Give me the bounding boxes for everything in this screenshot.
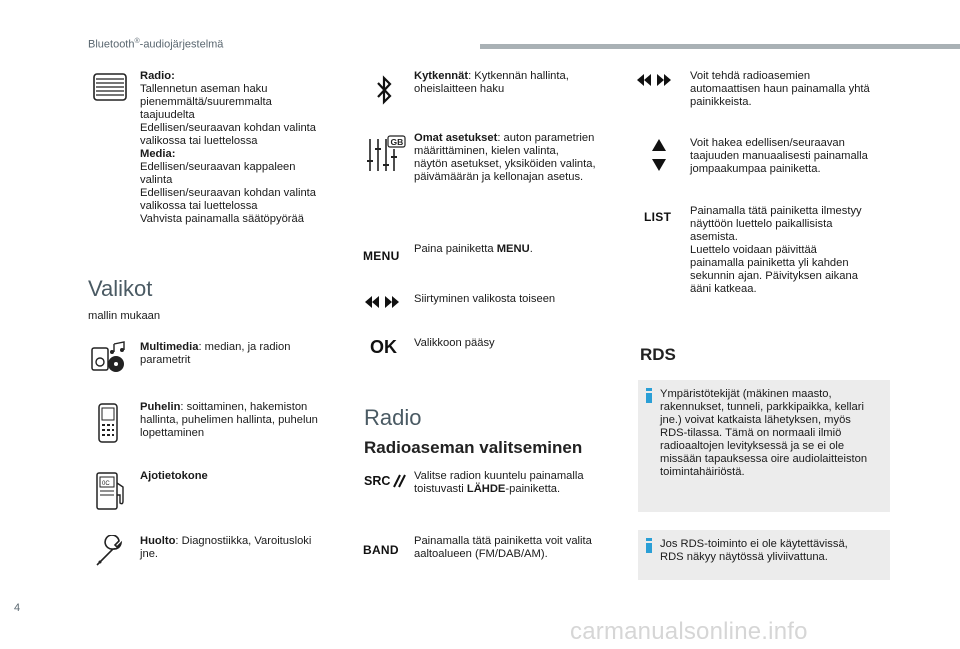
- rds-info-text: Ympäristötekijät (mäkinen maasto, rakennukset, tunneli, parkkipaikka, kellari jne.) voivat katkaista lähetyksen, myös RDS-tilassa. Tämä on normaali ilmiö radioaaltojen levityksessä ja se ei ole missään tapauksessa oire audiolaitteiston toimintahäiriöstä.: [660, 388, 868, 478]
- seek-text: Voit tehdä radioasemien automaattisen haun painamalla yhtä painikkeista.: [690, 70, 870, 108]
- multimedia-text: Multimedia: median, ja radion parametrit: [140, 341, 291, 366]
- triangle-down-icon: [652, 158, 666, 176]
- rds-unavailable-box: [638, 530, 890, 580]
- manual-tuning-text: Voit hakea edellisen/seuraavan taajuuden manuaalisesti painamalla jompaakumpaa painiketta.: [690, 137, 868, 175]
- list-text: Painamalla tätä painiketta ilmestyy näyttöön luettelo paikallisista asemista. Luettelo voidaan päivittää painamalla painiketta yli kahden sekunnin ajan. Päivityksen aikana ääni katkeaa.: [690, 205, 862, 295]
- phone-text: Puhelin: soittaminen, hakemiston hallinta, puhelimen hallinta, puhelun lopettaminen: [140, 401, 318, 439]
- multimedia-music-icon: [90, 340, 130, 374]
- trip-computer-text: Ajotietokone: [140, 470, 208, 482]
- running-header: Bluetooth®-audiojärjestelmä: [88, 38, 224, 51]
- menus-heading: Valikot: [88, 276, 153, 301]
- fuel-pump-icon: [94, 470, 128, 512]
- triangle-up-icon: [652, 138, 666, 156]
- ok-button-label: OK: [370, 337, 397, 357]
- rds-info-box: [638, 380, 890, 512]
- sliders-icon: [366, 134, 406, 176]
- connections-text: Kytkennät: Kytkennän hallinta, oheislaitteen haku: [414, 70, 569, 95]
- menus-subtitle: mallin mukaan: [88, 310, 161, 322]
- rds-heading: RDS: [640, 345, 676, 364]
- settings-text: Omat asetukset: auton parametrien määrittäminen, kielen valinta, näytön asetukset, yksiköiden valinta, päivämäärän ja kellonajan asetus.: [414, 132, 596, 183]
- ok-text: Valikkoon pääsy: [414, 337, 495, 349]
- station-selection-heading: Radioaseman valitseminen: [364, 438, 583, 457]
- src-button-icon: SRC: [364, 474, 407, 488]
- svg-text:0C: 0C: [102, 481, 110, 487]
- rds-unavailable-text: Jos RDS-toiminto ei ole käytettävissä, RDS näkyy näytössä yliviivattuna.: [660, 538, 848, 563]
- radio-media-controls-text: Radio: Tallennetun aseman haku pienemmältä/suuremmalta taajuudelta Edellisen/seuraavan kohdan valinta valikossa tai luettelossa Media: Edellisen/seuraavan kappaleen valinta Edellisen/seuraavan kohdan valinta valikossa tai luettelossa Vahvista painamalla säätöpyörää: [140, 70, 317, 225]
- nav-text: Siirtyminen valikosta toiseen: [414, 293, 556, 305]
- double-arrow-icon: [636, 72, 672, 88]
- watermark: carmanualsonline.info: [570, 618, 808, 645]
- band-button-label: BAND: [363, 543, 399, 557]
- settings-badge: GB: [390, 137, 404, 147]
- info-icon: [646, 538, 652, 553]
- radio-heading: Radio: [364, 405, 422, 430]
- band-text: Painamalla tätä painiketta voit valita aaltoalueen (FM/DAB/AM).: [414, 535, 592, 560]
- service-text: Huolto: Diagnostiikka, Varoitusloki jne.: [140, 535, 312, 560]
- bluetooth-icon: [372, 74, 396, 106]
- radio-scroll-icon: [92, 72, 128, 102]
- double-arrow-icon: [364, 294, 400, 310]
- menu-text: Paina painiketta MENU.: [414, 243, 533, 255]
- header-rule: [480, 44, 960, 49]
- list-button-label: LIST: [644, 210, 672, 224]
- menu-button-label: MENU: [363, 249, 400, 263]
- wrench-icon: [92, 534, 128, 570]
- phone-icon: [94, 402, 122, 444]
- page-number: 4: [14, 602, 21, 614]
- info-icon: [646, 388, 652, 403]
- src-text: Valitse radion kuuntelu painamalla toistuvasti LÄHDE-painiketta.: [414, 470, 584, 495]
